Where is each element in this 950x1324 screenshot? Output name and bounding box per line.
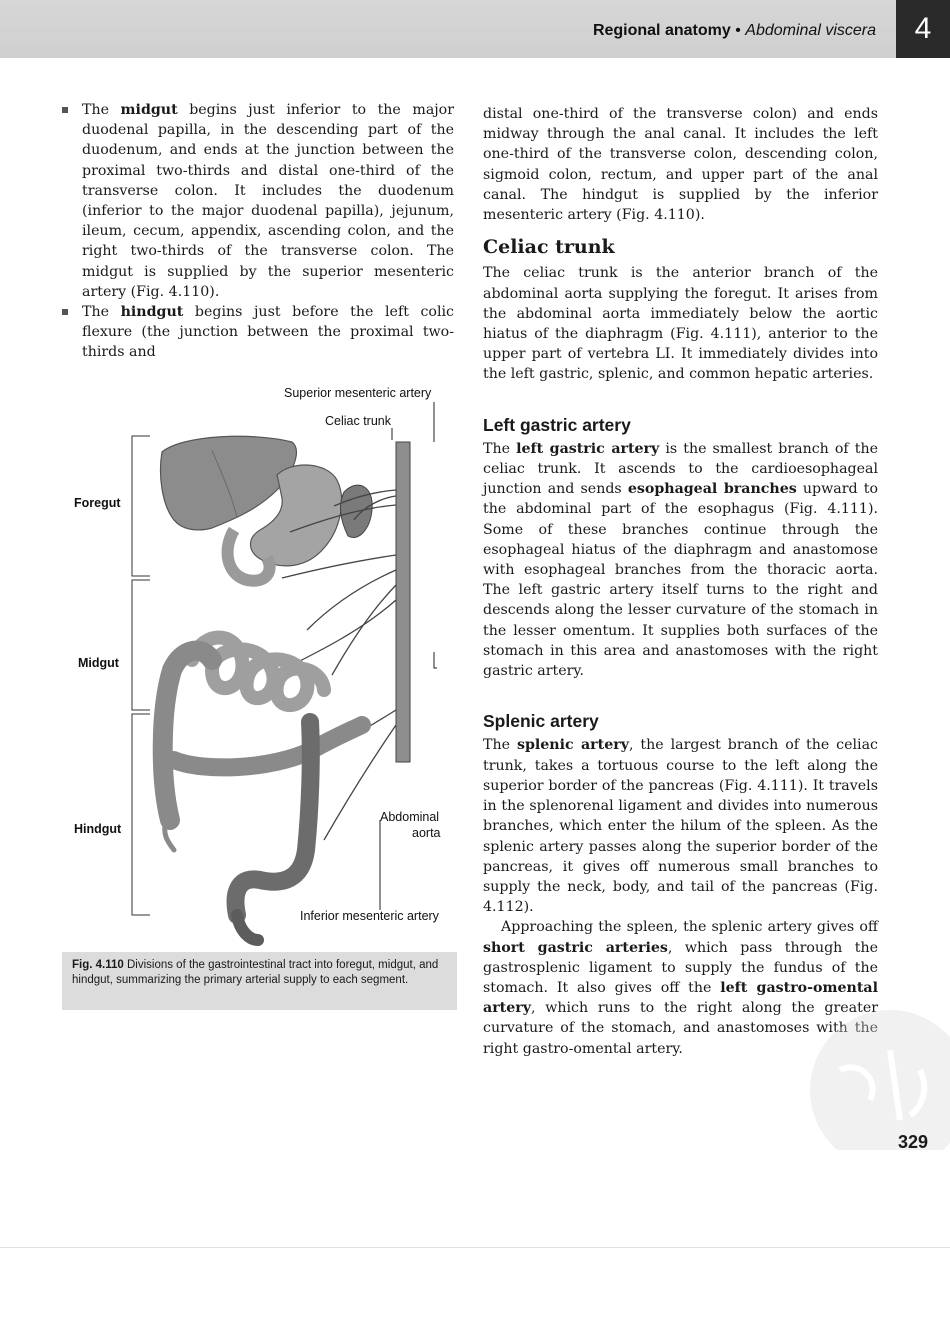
header-section: Regional anatomy <box>592 22 731 39</box>
hindgut-continuation: distal one-third of the transverse colon) and ends midway through the anal canal. It includes the left one-third of the transverse colon, descending colon, sigmoid colon, rectum, and upper part of the anal canal. The hindgut is supplied by the inferior mesenteric artery (Fig. 4.110). <box>483 106 878 224</box>
splenic-paragraph-2: Approaching the spleen, the splenic artery gives off short gastric arteries, which pass through the gastrosplenic ligament to supply the fundus of the stomach. It also gives off the left gastro-omental artery, which runs to the right along the greater curvature of the stomach, and anastomoses with the right gastro-omental artery. <box>483 919 878 1057</box>
chapter-number: 4 <box>896 0 950 58</box>
term-hindgut: hindgut <box>120 304 184 321</box>
page-number: 329 <box>897 1132 928 1152</box>
label-foregut: Foregut <box>74 496 121 510</box>
header-title <box>593 22 876 40</box>
label-superior-mesenteric-artery: Superior mesenteric artery <box>284 386 432 400</box>
heading-celiac-trunk: Celiac trunk <box>483 236 615 259</box>
caption-fig-number: Fig. 4.110 <box>72 959 124 971</box>
label-midgut: Midgut <box>78 656 119 670</box>
running-header <box>0 0 950 58</box>
celiac-trunk-paragraph: The celiac trunk is the anterior branch of the abdominal aorta supplying the foregut. It arises from the abdominal aorta immediately below the aortic hiatus of the diaphragm (Fig. 4.111), anterior to the upper part of vertebra LI. It immediately divides into the left gastric, splenic, and common hepatic arteries. <box>483 265 878 383</box>
heading-splenic-artery: Splenic artery <box>483 711 599 732</box>
left-column <box>62 100 454 363</box>
heading-left-gastric-artery: Left gastric artery <box>483 414 631 435</box>
figure-caption <box>62 952 457 1010</box>
label-abdominal-aorta-1: Abdominal <box>380 810 440 824</box>
bullet-hindgut: The hindgut begins just before the left colic flexure (the junction between the proximal two-thirds and <box>62 302 454 363</box>
header-separator: • <box>735 22 741 39</box>
right-column <box>483 104 878 1059</box>
splenic-paragraph-1: The splenic artery, the largest branch of the celiac trunk, takes a tortuous course to the left along the superior border of the pancreas (Fig. 4.111). It travels in the splenorenal ligament and divides into numerous branches, which enter the hilum of the spleen. As the splenic artery passes along the superior border of the pancreas, it gives off numerous small branches to supply the neck, body, and tail of the pancreas (Fig. 4.112). <box>483 737 879 916</box>
watermark-seal <box>780 1000 950 1150</box>
label-celiac-trunk: Celiac trunk <box>325 414 391 428</box>
label-abdominal-aorta-2: aorta <box>412 826 441 840</box>
bullet-midgut: The midgut begins just inferior to the major duodenal papilla, in the descending part of the duodenum, and ends at the junction between the proximal two-thirds and distal one-third of the transverse colon. It includes the duodenum (inferior to the major duodenal papilla), jejunum, ileum, cecum, appendix, ascending colon, and the right two-thirds of the transverse colon. The midgut is supplied by the superior mesenteric artery (Fig. 4.110). <box>62 100 454 302</box>
label-inferior-mesenteric-artery: Inferior mesenteric artery <box>300 909 439 923</box>
label-hindgut: Hindgut <box>74 822 122 836</box>
figure-4-110 <box>62 380 457 950</box>
caption-text: Divisions of the gastrointestinal tract into foregut, midgut, and hindgut, summarizing the primary arterial supply to each segment. <box>72 959 439 986</box>
term-midgut: midgut <box>120 102 178 118</box>
header-subsection: Abdominal viscera <box>745 22 876 39</box>
bullet-list <box>62 100 454 363</box>
left-gastric-paragraph: The left gastric artery is the smallest branch of the celiac trunk. It ascends to the cardioesophageal junction and sends esophageal branches upward to the abdominal part of the esophagus (Fig. 4.111). Some of these branches continue through the esophageal hiatus of the diaphragm and anastomose with esophageal branches from the thoracic aorta. The left gastric artery itself turns to the right and descends along the lesser curvature of the stomach in the lesser omentum. It supplies both surfaces of the stomach in this area and anastomoses with the right gastric artery. <box>483 440 878 680</box>
footer-rule <box>0 1247 950 1248</box>
gi-tract-illustration <box>62 380 457 950</box>
